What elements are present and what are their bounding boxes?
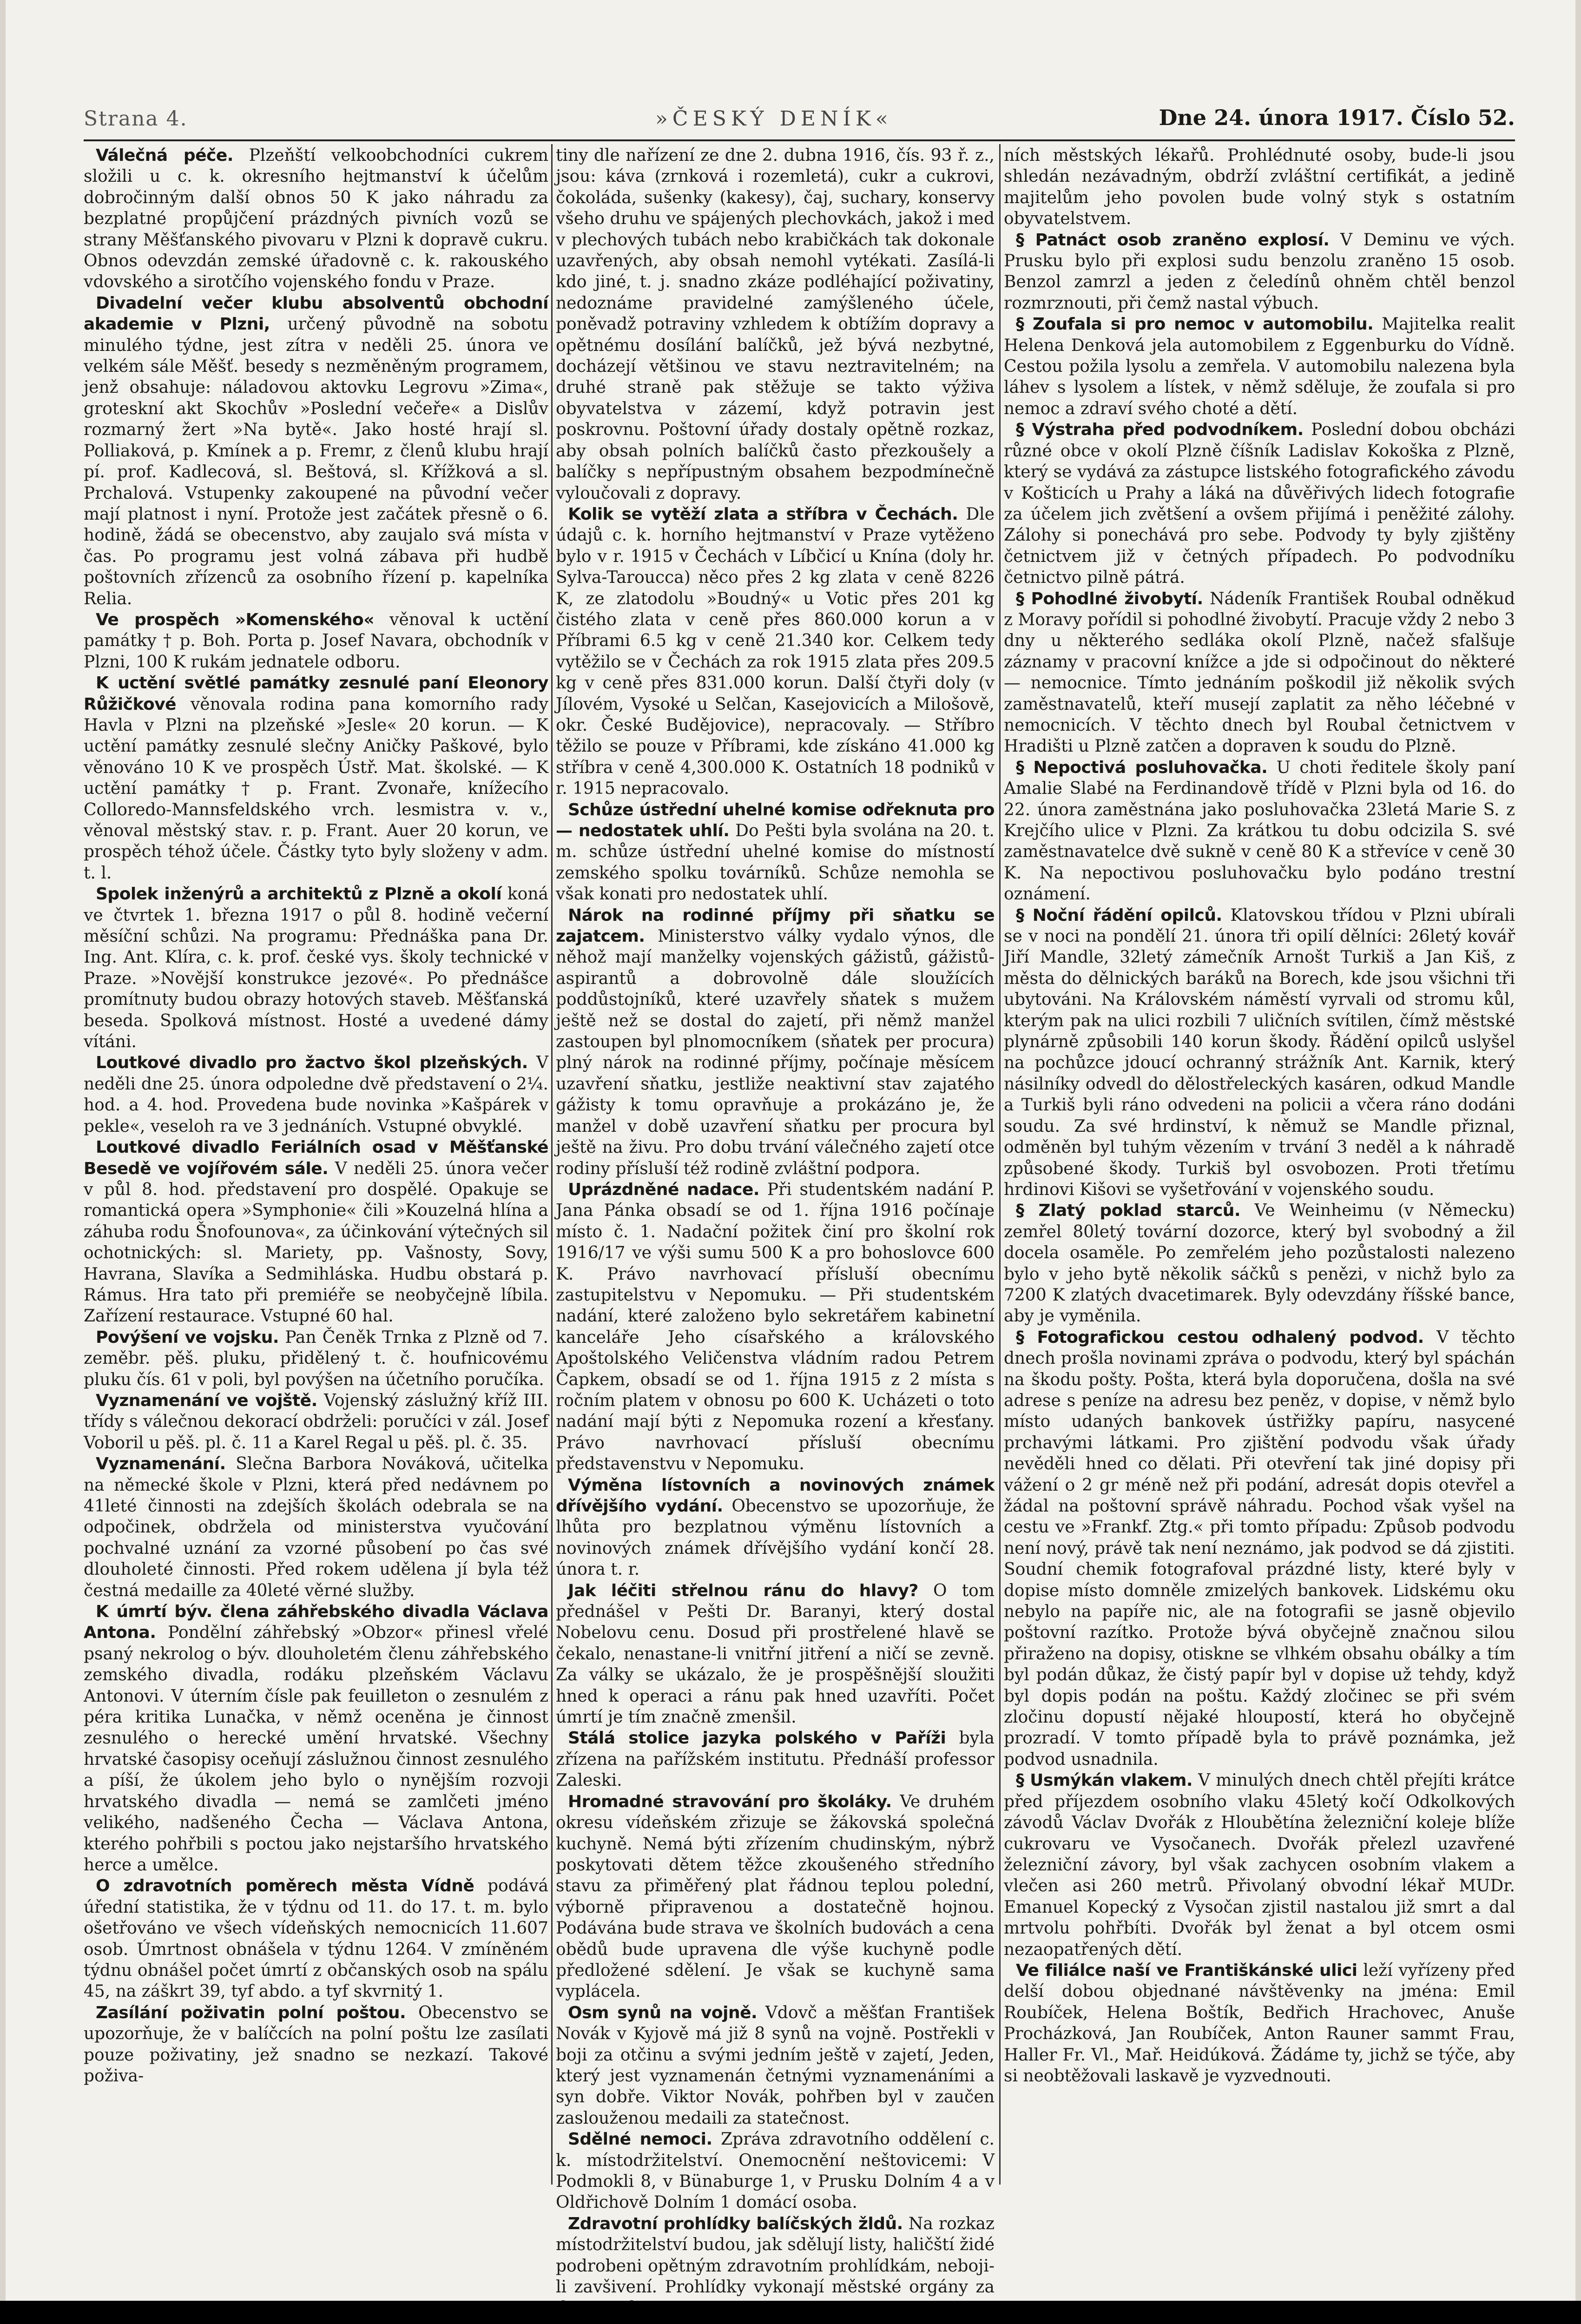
article bbox=[84, 609, 548, 673]
article-heading: Osm synů na vojně. bbox=[568, 2003, 758, 2022]
newspaper-title: »ČESKÝ DENÍK« bbox=[655, 107, 893, 131]
article-body: koná ve čtvrtek 1. března 1917 o půl 8. hodině večerní měsíční schůzi. Na programu: Přednáška pana Dr. Ing. Ant. Klíra, c. k. prof. české vys. školy technické v Praze. »Novější konstrukce jezové«. Po přednášce promítnuty budou obrazy hotových staveb. Měšťanská beseda. Spolková místnost. Hosté a uvedené dámy vítáni. bbox=[84, 885, 548, 1052]
page-edge-left bbox=[0, 0, 6, 2324]
article-heading: Schůze ústřední uhelné komise odřeknuta pro — nedostatek uhlí. bbox=[556, 800, 995, 840]
article bbox=[84, 1137, 548, 1327]
article-body: Obecenstvo se upozorňuje, že v balíčcích na polní poštu lze zasílati pouze poživatiny, jež snadno se nezkazí. Takové poživa- bbox=[84, 2003, 548, 2086]
scan-bottom-border bbox=[0, 2301, 1581, 2324]
article bbox=[84, 293, 548, 609]
article bbox=[1004, 1327, 1515, 1770]
article-heading: § Výstraha před podvodníkem. bbox=[1016, 420, 1304, 440]
article-body: Slečna Barbora Nováková, učitelka na německé škole v Plzni, která před nedávnem po 41leté činnosti na zdejších školách odebrala se na odpočinek, obdržela od ministerstva vyučování pochvalné uznání za vzorné působení po čas své dlouholeté činnosti. Před rokem udělena jí byla též čestná medaille za 40leté věrné služby. bbox=[84, 1454, 548, 1600]
article bbox=[556, 1580, 995, 1728]
article-body: leží vyřízeny před delší dobou objednané návštěvenky na jména: Emil Roubíček, Helena Boštík, Bedřich Hrachovec, Anuše Procházková, Jan Roubíček, Anton Rauner sammt Frau, Haller Fr. Vl., Mař. Heidúková. Žádáme ty, jichž se týče, aby si neobtěžovali laskavě je vyzvednouti. bbox=[1004, 1961, 1515, 2086]
article-heading: § Usmýkán vlakem. bbox=[1016, 1771, 1193, 1790]
article-heading: Zdravotní prohlídky balíčských žldů. bbox=[568, 2214, 903, 2233]
issue-date: Dne 24. února 1917. Číslo 52. bbox=[1159, 105, 1515, 130]
article-heading: Spolek inženýrů a architektů z Plzně a okolí bbox=[96, 885, 502, 904]
article-body: Zpráva zdravotního oddělení c. k. místodržitelství. Onemocnění neštovicemi: V Podmokli 8, v Bünaburge 1, v Prusku Dolním 4 a v Oldřichově Dolním 1 domácí osoba. bbox=[556, 2130, 995, 2212]
article-body: Poslední dobou obcházi různé obce v okolí Plzně číšník Ladislav Kokoška z Plzně, který se vydává za zástupce listského fotografického závodu v Košticích u Prahy a láká na důvěřivých lidech fotografie za účelem jich zvětšení a ovšem přijímá i peněžité zálohy. Zálohy si ponechává pro sebe. Podvody ty byly zjištěny četnictvem již v četných případech. Po podvodníku četnictvo pilně pátrá. bbox=[1004, 420, 1515, 588]
article-body: věnoval k uctění památky † p. Boh. Porta p. Josef Navara, obchodník v Plzni, 100 K rukám jednatele odboru. bbox=[84, 610, 548, 672]
article bbox=[1004, 1770, 1515, 1960]
article-heading: § Patnáct osob zraněno explosí. bbox=[1016, 230, 1330, 250]
article-body: Plzeňští velkoobchodníci cukrem složili u c. k. okresního hejtmanství k účelům dobročinným další obnos 50 K jako náhradu za bezplatné propůjčení prázdných pivních vozů se strany Měšťanského pivovaru v Plzni k dopravě cukru. Obnos odevzdán zemské úřadovně c. k. rakouského vdovského a sirotčího vojenského fondu v Praze. bbox=[84, 146, 548, 292]
article-heading: Nárok na rodinné příjmy při sňatku se zajatcem. bbox=[556, 905, 995, 946]
article-body: Majitelka realit Helena Denková jela automobilem z Eggenburku do Vídně. Cestou požila lysolu a zemřela. V automobilu nalezena byla láhev s lysolem a lístek, v němž sděluje, že zoufala si pro nemoc a zdraví svého choté a dětí. bbox=[1004, 315, 1515, 418]
column-2 bbox=[556, 145, 995, 2297]
article bbox=[556, 905, 995, 1179]
article-heading: Sdělné nemoci. bbox=[568, 2130, 712, 2149]
article-heading: Ve filiálce naší ve Františkánské ulici bbox=[1016, 1961, 1357, 1980]
article bbox=[556, 504, 995, 799]
article bbox=[1004, 230, 1515, 314]
article bbox=[84, 1052, 548, 1137]
article bbox=[84, 2002, 548, 2087]
article-heading: § Noční řádění opilců. bbox=[1016, 905, 1222, 925]
article bbox=[556, 799, 995, 905]
article-heading: § Zoufala si pro nemoc v automobilu. bbox=[1016, 315, 1374, 334]
column-divider-2 bbox=[999, 144, 1001, 2185]
article-heading: Hromadné stravování pro školáky. bbox=[568, 1792, 892, 1811]
article-heading: Vyznamenání. bbox=[96, 1454, 226, 1474]
article-heading: Stálá stolice jazyka polského v Paříži bbox=[568, 1729, 946, 1748]
article bbox=[1004, 905, 1515, 1201]
article-body: Ministerstvo války vydalo výnos, dle něhož mají manželky vojenských gážistů, gážistů-aspirantů a dobrovolně dále sloužících poddůstojníků, které uzavřely sňatek s mužem ještě než se dostal do zajetí, při němž manžel zastoupen byl plnomocníkem (sňatek per procura) plný nárok na rodinné příjmy, počínaje měsícem uzavření sňatku, jestliže neaktivní stav zajatého gážisty k tomu opravňuje a prokázáno je, že manžel v době uzavření sňatku per procura byl ještě na živu. Pro dobu trvání válečného zajetí otce rodiny přísluší též rodině zvláštní podpora. bbox=[556, 927, 995, 1178]
article-heading: Povýšení ve vojsku. bbox=[96, 1327, 279, 1347]
article-heading: Uprázdněné nadace. bbox=[568, 1180, 760, 1199]
page-edge-right bbox=[1575, 0, 1581, 2324]
article-heading: § Fotografickou cestou odhalený podvod. bbox=[1016, 1327, 1424, 1347]
article bbox=[84, 1390, 548, 1453]
column-divider-1 bbox=[551, 144, 553, 2185]
article bbox=[84, 884, 548, 1052]
article-heading: Vyznamenání ve vojště. bbox=[96, 1391, 317, 1410]
article bbox=[84, 1875, 548, 2002]
article-body: Klatovskou třídou v Plzni ubírali se v noci na pondělí 21. února tři opilí dělníci: 26letý kovář Jiří Mandle, 32letý zámečník Arnošt Turkiš a Jan Kiš, z města do dělnických baráků na Borech, kde jsou všichni tři ubytováni. Na Královském náměstí vyrvali od stromu kůl, kterým pak na ulici rozbili 7 uličních svítilen, čímž městské plynárně způsobili 140 korun škody. Řádění opilců uslyšel na pochůzce jdoucí ochranný strážník Ant. Karnik, který násilníky odvedl do dělostřeleckých kasáren, odkud Mandle a Turkiš byli ráno odvedeni na policii a včera ráno dodáni soudu. Za své hrdinství, k němuž se Mandle přiznal, odměněn byl tuhým vězením v trvání 3 neděl a k náhradě způsobené škody. Turkiš byl osvobozen. Proti třetímu hrdinovi Kišovi se vyšetřování v vojenského soudu. bbox=[1004, 905, 1515, 1199]
article-heading: K uctění světlé památky zesnulé paní Eleonory Růžičkové bbox=[84, 673, 548, 714]
article bbox=[84, 1327, 548, 1390]
article bbox=[1004, 757, 1515, 905]
article-body: Do Pešti byla svolána na 20. t. m. schůze ústřední uhelné komise do místností zemského spolku továrníků. Schůze nemohla se však konati pro nedostatek uhlí. bbox=[556, 821, 995, 904]
page-number: Strana 4. bbox=[84, 107, 188, 131]
article bbox=[556, 145, 995, 504]
article bbox=[84, 1601, 548, 1875]
article-body: věnovala rodina pana komorního rady Havla v Plzni na plzeňské »Jesle« 20 korun. — K uctění památky zesnulé slečny Aničky Paškové, bylo věnováno 10 K ve prospěch Ústř. Mat. školské. — K uctění památky † p. Frant. Zvonaře, knížecího Colloredo-Mannsfeldského vrch. lesmistra v. v., věnoval městský stav. r. p. Frant. Auer 20 korun, ve prospěch téhož účele. Částky tyto byly složeny v adm. t. l. bbox=[84, 694, 548, 883]
article-heading: O zdravotních poměrech města Vídně bbox=[96, 1876, 474, 1896]
article-body: byla zřízena na pařížském institutu. Přednáší professor Zaleski. bbox=[556, 1729, 995, 1790]
article-body: V minulých dnech chtěl přejíti krátce před příjezdem osobního vlaku 45letý kočí Odkolkových závodů Václav Dvořák z Hloubětína železniční koleje blíže cukrovaru ve Vysočanech. Dvořák přelezl uzavřené železniční závory, byl však zachycen osobním vlakem a vlečen asi 260 metrů. Přivolaný obvodní lékař MUDr. Emanuel Kopecký z Vysočan zjistil nastalou již smrt a dal mrtvolu pohřbíti. Dvořák byl ženat a byl otcem osmi nezaopatřených dětí. bbox=[1004, 1771, 1515, 1959]
article bbox=[556, 1179, 995, 1475]
article-body: V těchto dnech prošla novinami zpráva o podvodu, který byl spáchán na škodu pošty. Pošta, která byla doporučena, došla na své adrese s peníze na adresu bez peněz, v dopise, v němž bylo místo udaných bankovek ústřižky papíru, nasycené prchavými látkami. Pro zjištění podvodu však úřady nevěděli hned co dělati. Při otevření tak jiné dopisy při vážení o 2 gr méně než při podání, adresát dopis otevřel a žádal na poštovní správě náhradu. Pochod však vyšel na cestu ve »Frankf. Ztg.« při tomto případu: Způsob podvodu není nový, právě tak není neznámo, jak podvod se dá zjistiti. Soudní chemik fotografoval prázdné listy, které byly v dopise místo domněle zmizelých bankovek. Lidskému oku nebylo na papíře nic, ale na fotografii se jasně objevilo poštovní razítko. Protože bývá obyčejně značnou silou přiraženo na dopisy, otiskne se vlhkém obsahu obálky a tím byl podán důkaz, že čistý papír byl v dopise už tehdy, když byl dopis podán na poštu. Každý zločinec se při svém zločinu dopustí nějaké hloupostí, která ho obyčejně prozradí. V tomto případě byla to právě poznámka, jež podvod usnadnila. bbox=[1004, 1327, 1515, 1769]
article bbox=[556, 1791, 995, 2002]
page-header bbox=[84, 102, 1515, 139]
article-body: Na rozkaz místodržitelství budou, jak sdělují listy, haličští židé podrobeni opětným zdravotním prohlídkám, neboji-li zavšivení. Prohlídky vykonají městské orgány za bbox=[556, 2214, 995, 2297]
article-body: Dle údajů c. k. horního hejtmanství v Praze vytěženo bylo v r. 1915 v Čechách v Líbčicí u Knína (doly hr. Sylva-Taroucca) něco přes 2 kg zlata v ceně 8226 K, ze zlatodolu »Boudný« u Votic přes 201 kg čistého zlata v ceně přes 860.000 korun a v Příbrami 6.5 kg v ceně 21.340 kor. Celkem tedy vytěžilo se v Čechách za rok 1915 zlata přes 209.5 kg v ceně přes 831.000 korun. Další čtyři doly (v Jílovém, Vysoké u Selčan, Kasejovicích a Milošově, okr. České Budějovice), nepracovaly. — Stříbro těžilo se pouze v Příbrami, kde získáno 41.000 kg stříbra v ceně 4,300.000 K. Ostatních 18 podniků v r. 1915 nepracovalo. bbox=[556, 504, 995, 799]
article-body: podává úřední statistika, že v týdnu od 11. do 17. t. m. bylo ošetřováno ve všech vídeňských nemocnicích 11.607 osob. Úmrtnost obnášela v týdnu 1264. V zmíněném týdnu obnášel počet úmrtí z občanských osob na spálu 45, na záškrt 39, tyf abdo. a tyf skvrnitý 1. bbox=[84, 1876, 548, 2001]
article-heading: § Zlatý poklad starců. bbox=[1016, 1201, 1241, 1221]
column-1 bbox=[84, 145, 548, 2185]
article-body: určený původně na sobotu minulého týdne, jest zítra v neděli 25. února ve velkém sále Měšť. besedy s nezměněným programem, jenž obsahuje: náladovou aktovku Legrovu »Zima«, groteskní akt Skochův »Poslední večeře« a Dislův rozmarný žert »Na bytě«. Jako hosté hrají sl. Polliaková, p. Kmínek a p. Fremr, z členů klubu hrají pí. prof. Kadlecová, sl. Beštová, sl. Křížková a sl. Prchalová. Vstupenky zakoupené na původní večer mají platnost i nyní. Protože jest začátek přesně o 6. hodině, žádá se obecenstvo, aby zaujalo svá místa v čas. Po programu jest volná zábava při hudbě poštovních zřízenců za osobního řízení p. kapelníka Relia. bbox=[84, 315, 548, 608]
article-body: V Deminu ve vých. Prusku bylo při explosi sudu benzolu zraněno 15 osob. Benzol zamrzl a jeden z čeledínů ohněm chtěl benzol rozmrznouti, při čemž nastal výbuch. bbox=[1004, 230, 1515, 313]
article bbox=[84, 673, 548, 884]
article-body: Obecenstvo se upozorňuje, že lhůta pro bezplatnou výměnu lístovních a novinových známek dřívějšího vydání končí 28. února t. r. bbox=[556, 1497, 995, 1579]
article-body: Ve druhém okresu vídeňském zřizuje se žákovská společná kuchyně. Nemá býti zřízením chudinským, nýbrž poskytovati dětem těžce zkoušeného středního stavu za přiměřený plat řádnou teplou polední, výborně připravenou a dostatečně hojnou. Podávána bude strava ve školních budovách a cena obědů bude upravena dle výše kuchyně podle předložené sdělení. Je však se kuchyně sama vyplácela. bbox=[556, 1792, 995, 2001]
article bbox=[556, 2129, 995, 2213]
article-heading: Loutkové divadlo Feriálních osad v Měšťanské Besedě ve vojířovém sále. bbox=[84, 1138, 548, 1178]
article-body: Vdovč a měšťan František Novák v Kyjově má již 8 synů na vojně. Postřekli v boji za otčinu a svými jedním ještě v zajetí, Jeden, který jest vyznamenán četnými vyznamenáními a syn dobře. Viktor Novák, pohřben byl v zaučen zaslouženou medaili za statečnost. bbox=[556, 2003, 995, 2128]
article-body: Pan Čeněk Trnka z Plzně od 7. zeměbr. pěš. pluku, přidělený t. č. houfnicovému pluku čís. 61 v poli, byl povýšen na účetního poručíka. bbox=[84, 1327, 548, 1389]
article bbox=[1004, 145, 1515, 230]
article bbox=[1004, 314, 1515, 419]
article-heading: Ve prospěch »Komenského« bbox=[96, 610, 374, 629]
article bbox=[1004, 1960, 1515, 2086]
article bbox=[556, 1728, 995, 1791]
article bbox=[1004, 419, 1515, 588]
article-heading: Válečná péče. bbox=[96, 146, 233, 165]
article-body: Vojenský záslužný kříž III. třídy s válečnou dekorací obdrželi: poručíci v zál. Josef Voboril u pěš. pl. č. 11 a Karel Regal u pěš. pl. č. 35. bbox=[84, 1391, 548, 1452]
article-heading: Loutkové divadlo pro žactvo škol plzeňských. bbox=[96, 1053, 528, 1073]
article-heading: Jak léčiti střelnou ránu do hlavy? bbox=[568, 1581, 918, 1600]
article-body: V neděli dne 25. února odpoledne dvě představení o 2¼. hod. a 4. hod. Provedena bude novinka »Kašpárek v pekle«, veseloh ra ve 3 jednáních. Vstupné obvyklé. bbox=[84, 1053, 548, 1136]
article-heading: Zasílání poživatin polní poštou. bbox=[96, 2003, 406, 2022]
article bbox=[84, 145, 548, 293]
article-body: Při studentském nadání P. Jana Pánka obsadí se od 1. října 1916 počínaje místo č. 1. Nadační požitek činí pro školní rok 1916/17 ve výši sumu 500 K a pro bohoslovce 600 K. Právo navrhovací přísluší obecnímu zastupitelstvu v Nepomuku. — Při studentském nadání, které založeno bylo sekretářem kabinetní kanceláře Jeho císařského a královského Apoštolského Veličenstva vládním radou Petrem Čapkem, obsadí se od 1. října 1915 z 2 místa s ročním platem v obnosu po 600 K. Ucházeti o toto nadání mají býti z Nepomuka rození a křesťany. Právo navrhovací přísluší obecnímu představenstvu v Nepomuku. bbox=[556, 1180, 995, 1474]
article-heading: K úmrtí býv. člena záhřebského divadla Václava Antona. bbox=[84, 1602, 548, 1643]
header-rule bbox=[84, 139, 1515, 141]
article-body: V neděli 25. února večer v půl 8. hod. představení pro dospělé. Opakuje se romantická opera »Symphonie« čili »Kouzelná hlína a záhuba rodu Šnofounova«, za účinkování výtečných sil ochotnických: sl. Mariety, pp. Vašnosty, Sovy, Havrana, Slavíka a Sedmihláska. Hudbu obstará p. Rámus. Hra tato při premiéře se neobyčejně líbila. Zařízení restaurace. Vstupné 60 hal. bbox=[84, 1159, 548, 1326]
article bbox=[556, 1475, 995, 1580]
article bbox=[84, 1453, 548, 1601]
article-body: Ve Weinheimu (v Německu) zemřel 80letý tovární dozorce, který byl svobodný a žil docela osaměle. Po zemřelém jeho pozůstalosti nalezeno bylo v jeho bytě několik sáčků s penězi, v nichž bylo za 7200 K zlatých dvacetimarek. Byly odevzdány říšské bance, aby je vyměnila. bbox=[1004, 1201, 1515, 1326]
article-body: O tom přednášel v Pešti Dr. Baranyi, který dostal Nobelovu cenu. Dosud při prostřelené hlavě se čekalo, nenastane-li vnitřní jitření a ničí se zevně. Za války se ukázalo, že je prospěšnější sloužiti hned k operaci a ránu pak hned uzavříti. Počet úmrtí je tím značně zmenšil. bbox=[556, 1581, 995, 1727]
article-body: Nádeník František Roubal odněkud z Moravy pořídil si pohodlné živobytí. Pracuje vždy 2 nebo 3 dny u některého sedláka okolí Plzně, načež sfalšuje záznamy v pracovní knížce a jde si odpočinout do některé — nemocnice. Tímto jednáním poškodil již několik svých zaměstnavatelů, kteří musejí zaplatit za něho léčebné v nemocnicích. V těchto dnech byl Roubal četnictvem v Hradišti u Plzně zatčen a dopraven k soudu do Plzně. bbox=[1004, 589, 1515, 756]
article bbox=[1004, 588, 1515, 757]
article-body: U choti ředitele školy paní Amalie Slabé na Ferdinandově třídě v Plzni byla od 16. do 22. února zaměstnána jako posluhovačka 23letá Marie S. z Krejčího ulice v Plzni. Za krátkou tu dobu odcizila S. své zaměstnavatelce dvě sukně v ceně 80 K a střevíce v ceně 30 K. Na nepoctivou posluhovačku bylo podáno trestní oznámení. bbox=[1004, 758, 1515, 904]
article-body: ních městských lékařů. Prohlédnuté osoby, bude-li jsou shledán nezávadným, obdrží zvláštní certifikát, a jedině majitelům jeho povolen bude volný styk s ostatním obyvatelstvem. bbox=[1004, 146, 1515, 229]
article-body: Pondělní záhřebský »Obzor« přinesl vřelé psaný nekrolog o býv. dlouholetém členu záhřebského zemského divadla, rodáku plzeňském Václavu Antonovi. V úterním čísle pak feuilleton o zesnulém z péra kritika Lunačka, v němž oceněna je činnost zesnulého o herecké umění hrvatské. Všechny hrvatské časopisy oceňují záslužnou činnost zesnulého a píší, že úkolem jeho bylo o nynějším rozvoji hrvatského divadla — nemá se zamlčeti jméno velikého, nadšeného Čecha — Václava Antona, kterého pohřbili s poctou jako nejstaršího hrvatského herce a umělce. bbox=[84, 1623, 548, 1875]
article-heading: § Pohodlné živobytí. bbox=[1016, 589, 1203, 608]
article-heading: Výměna lístovních a novinových známek dřívějšího vydání. bbox=[556, 1475, 995, 1516]
article bbox=[1004, 1200, 1515, 1327]
article-heading: § Nepoctivá posluhovačka. bbox=[1016, 758, 1268, 777]
article bbox=[556, 2002, 995, 2129]
article-body: tiny dle nařízení ze dne 2. dubna 1916, čís. 93 ř. z., jsou: káva (zrnková i rozemletá), cukr a cukrovi, čokoláda, sušenky (kakesy), čaj, suchary, konservy všeho druhu ve spájených plechovkách, jakož i med v plechových tubách nebo krabičkách tak dokonale uzavřených, aby obsah nemohl vytékati. Zasílá-li kdo jiné, t. j. snadno zkáze podléhající poživatiny, nedoznáme pravidelné zamýšleného účele, poněvadž potraviny vzhledem k obtížím dopravy a opětnému dosílání balíčků, jež bývá nezbytné, docházejí většinou ve stavu neztravitelném; na druhé straně pak stěžuje se takto výživa obyvatelstva v zázemí, když potravin jest poskrovnu. Poštovní úřady dostaly opětně rozkaz, aby obsah polních balíčků často přezkoušely a balíčky s nepřípustným obsahem bezpodmínečně vyloučovali z dopravy. bbox=[556, 146, 995, 503]
column-3 bbox=[1004, 145, 1515, 2185]
article-heading: Kolik se vytěží zlata a stříbra v Čechách. bbox=[568, 504, 958, 524]
article-heading: Divadelní večer klubu absolventů obchodní akademie v Plzni, bbox=[84, 293, 548, 334]
